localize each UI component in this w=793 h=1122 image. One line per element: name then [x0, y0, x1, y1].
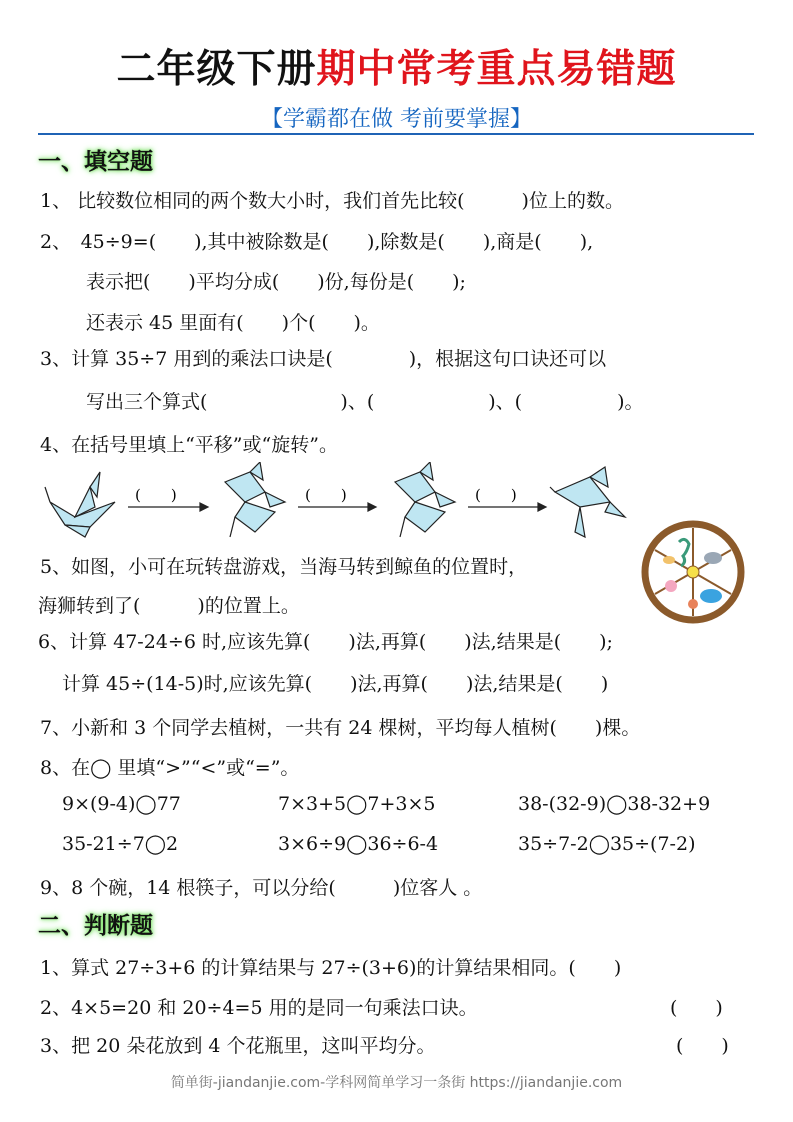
whale-icon: [700, 589, 722, 603]
compare-item: 3×6÷9◯36÷6-4: [278, 833, 439, 855]
crane-icon: [395, 462, 455, 537]
answer-blank-3[interactable]: ( ): [475, 486, 517, 504]
compare-item: 38-(32-9)◯38-32+9: [518, 793, 711, 815]
title-part2: 期中常考重点易错题: [316, 47, 677, 92]
crane-sequence: [40, 462, 640, 546]
crane-icon: [550, 467, 625, 537]
question-2-line-a: 2、 45÷9=( ),其中被除数是( ),除数是( ),商是( ),: [40, 231, 594, 253]
question-7: 7、小新和 3 个同学去植树，一共有 24 棵树，平均每人植树( )棵。: [40, 717, 641, 739]
question-2-line-b: 表示把( )平均分成( )份,每份是( );: [86, 271, 466, 293]
question-3-line-b: 写出三个算式( )、( )、( )。: [86, 391, 644, 413]
answer-blank-1[interactable]: ( ): [135, 486, 177, 504]
arrow-icon: [298, 503, 376, 511]
compare-item: 35-21÷7◯2: [62, 833, 179, 855]
arrow-icon: [128, 503, 208, 511]
question-3-line-a: 3、计算 35÷7 用到的乘法口诀是( )，根据这句口诀还可以: [40, 348, 607, 370]
compare-item: 7×3+5◯7+3×5: [278, 793, 436, 815]
question-2-line-c: 还表示 45 里面有( )个( )。: [86, 312, 380, 334]
crane-icon: [45, 472, 115, 537]
question-5-line-b: 海狮转到了( )的位置上。: [38, 595, 300, 617]
jellyfish-icon: [665, 580, 677, 592]
question-8: 8、在◯ 里填“>”“<”或“=”。: [40, 757, 300, 779]
question-9: 9、8 个碗，14 根筷子，可以分给( )位客人 。: [40, 877, 483, 899]
page-title: [0, 38, 793, 94]
spinner-wheel: [641, 520, 745, 624]
footer-source: 简单街-jiandanjie.com-学科网简单学习一条街 https://jiandanjie.com: [170, 1075, 623, 1091]
answer-blank-2[interactable]: ( ): [305, 486, 347, 504]
title-divider: [38, 133, 754, 135]
crane-sequence-figure: [40, 462, 640, 542]
tf-question-3: 3、把 20 朵花放到 4 个花瓶里，这叫平均分。: [40, 1035, 436, 1057]
question-6-line-b: 计算 45÷(14-5)时,应该先算( )法,再算( )法,结果是( ): [62, 673, 609, 695]
crane-icon: [225, 462, 285, 537]
page-subtitle: 【学霸都在做 考前要掌握】: [261, 107, 532, 132]
sea-lion-icon: [704, 552, 722, 564]
tf-answer-paren-3[interactable]: ( ): [676, 1035, 729, 1057]
fish-icon: [663, 556, 675, 564]
question-5-line-a: 5、如图，小可在玩转盘游戏，当海马转到鲸鱼的位置时，: [40, 556, 528, 578]
compare-item: 9×(9-4)◯77: [62, 793, 181, 815]
section-heading-true-false: 二、判断题: [38, 913, 153, 939]
section-heading-fill-blank: 一、填空题: [38, 149, 153, 175]
compare-item: 35÷7-2◯35÷(7-2): [518, 833, 696, 855]
tf-question-2: 2、4×5=20 和 20÷4=5 用的是同一句乘法口诀。: [40, 997, 478, 1019]
arrow-icon: [468, 503, 546, 511]
question-6-line-a: 6、计算 47-24÷6 时,应该先算( )法,再算( )法,结果是( );: [38, 631, 613, 653]
question-1: 1、 比较数位相同的两个数大小时，我们首先比较( )位上的数。: [40, 190, 624, 212]
title-part1: 二年级下册: [116, 47, 317, 92]
tf-question-1: 1、算式 27÷3+6 的计算结果与 27÷(3+6)的计算结果相同。( ): [40, 957, 622, 979]
question-4: 4、在括号里填上“平移”或“旋转”。: [40, 434, 338, 456]
tf-answer-paren-2[interactable]: ( ): [670, 997, 723, 1019]
crab-icon: [688, 599, 698, 609]
